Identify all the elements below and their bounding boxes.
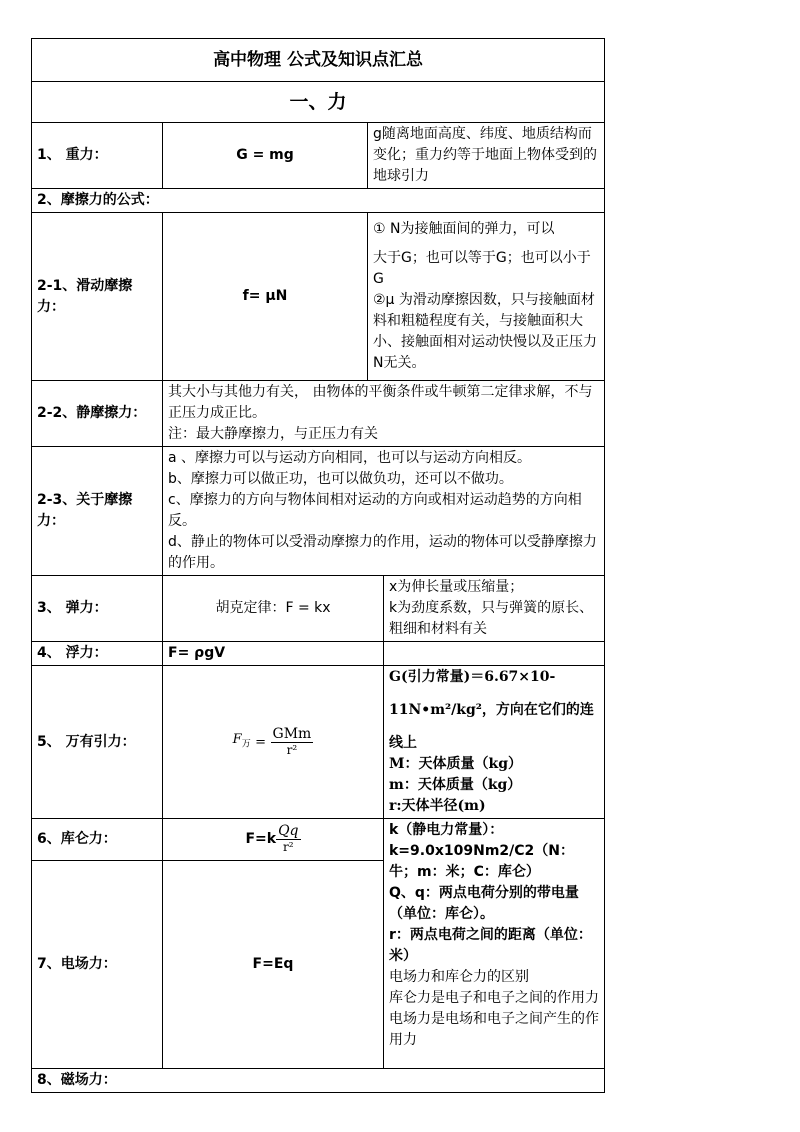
note-line: M：天体质量（kg） xyxy=(389,756,522,772)
note-line: a 、摩擦力可以与运动方向相同，也可以与运动方向相反。 xyxy=(168,450,532,466)
note-line: ① N为接触面间的弹力，可以 xyxy=(373,221,555,237)
table-row xyxy=(32,576,605,642)
note-elastic xyxy=(384,576,605,642)
table-row xyxy=(32,213,605,381)
row-label-static: 2-2、静摩擦力： xyxy=(32,381,163,447)
table-row xyxy=(32,819,605,861)
note-line: 库仑力是电子和电子之间的作用力 xyxy=(389,990,599,1006)
formula-table xyxy=(31,38,605,1093)
note-sliding xyxy=(368,213,605,381)
note-line: 大于G；也可以等于G；也可以小于G xyxy=(373,250,591,287)
formula-coulomb-prefix: F=k xyxy=(245,831,277,847)
section-title: 一、力 xyxy=(32,82,605,123)
note-line: 电场力和库仑力的区别 xyxy=(389,969,529,985)
section-row xyxy=(32,82,605,123)
formula-subscript: 万 xyxy=(241,739,251,750)
note-line: r：两点电荷之间的距离（单位：米） xyxy=(389,927,592,964)
row-label-gravitation: 5、 万有引力： xyxy=(32,666,163,819)
row-label-buoyancy: 4、 浮力： xyxy=(32,642,163,666)
row-label-elastic: 3、 弹力： xyxy=(32,576,163,642)
document-page xyxy=(31,38,604,1093)
note-line: k=9.0x109Nm2/C2（N：牛；m：米；C：库仑） xyxy=(389,843,574,880)
note-static xyxy=(163,381,605,447)
fraction-numerator: GMm xyxy=(272,725,312,742)
row-label-friction: 2、摩擦力的公式： xyxy=(32,189,605,213)
table-row xyxy=(32,381,605,447)
row-label-sliding: 2-1、滑动摩擦力： xyxy=(32,213,163,381)
fraction xyxy=(271,727,314,758)
note-line: 其大小与其他力有关， 由物体的平衡条件或牛顿第二定律求解，不与正压力成正比。 xyxy=(168,384,593,421)
note-buoyancy-empty xyxy=(384,642,605,666)
note-line: 注：最大静摩擦力，与正压力有关 xyxy=(168,426,378,442)
note-line: k为劲度系数，只与弹簧的原长、粗细和材料有关 xyxy=(389,600,594,637)
note-line: G(引力常量)＝6.67×10- xyxy=(389,669,556,685)
note-line: x为伸长量或压缩量； xyxy=(389,579,524,595)
title-row xyxy=(32,39,605,82)
note-line: k（静电力常量）： xyxy=(389,822,504,838)
doc-title: 高中物理 公式及知识点汇总 xyxy=(32,39,605,82)
fraction xyxy=(276,824,300,855)
table-row xyxy=(32,642,605,666)
note-line: c、摩擦力的方向与物体间相对运动的方向或相对运动趋势的方向相反。 xyxy=(168,492,582,529)
note-line: 电场力是电场和电子之间产生的作用力 xyxy=(389,1011,599,1048)
note-line: 11N•m²/kg²，方向在它们的连 xyxy=(389,702,594,718)
formula-gravity: G = mg xyxy=(163,123,368,189)
row-label-magnetic: 8、磁场力： xyxy=(32,1069,605,1093)
fraction-numerator: Qq xyxy=(278,823,299,839)
equals-sign: = xyxy=(255,734,267,750)
formula-electric: F=Eq xyxy=(163,861,384,1069)
table-row xyxy=(32,1069,605,1093)
row-label-gravity: 1、 重力： xyxy=(32,123,163,189)
formula-elastic: 胡克定律：F = kx xyxy=(163,576,384,642)
row-label-electric: 7、电场力： xyxy=(32,861,163,1069)
note-line: 线上 xyxy=(389,735,417,751)
note-gravity: g随离地面高度、纬度、地质结构而变化；重力约等于地面上物体受到的地球引力 xyxy=(368,123,605,189)
formula-symbol: F xyxy=(232,731,242,747)
formula-buoyancy: F= ρgV xyxy=(163,642,384,666)
note-line: r:天体半径(m) xyxy=(389,798,486,814)
note-line: d、静止的物体可以受滑动摩擦力的作用，运动的物体可以受静摩擦力的作用。 xyxy=(168,534,597,571)
row-label-about-friction: 2-3、关于摩擦力： xyxy=(32,447,163,576)
formula-gravitation-lhs xyxy=(232,731,251,750)
table-row xyxy=(32,666,605,819)
table-row xyxy=(32,189,605,213)
formula-gravitation xyxy=(163,666,384,819)
table-row xyxy=(32,123,605,189)
note-line: Q、q：两点电荷分别的带电量（单位：库仑）。 xyxy=(389,885,579,922)
note-about-friction xyxy=(163,447,605,576)
table-row xyxy=(32,447,605,576)
row-label-coulomb: 6、库仑力： xyxy=(32,819,163,861)
note-gravitation xyxy=(384,666,605,819)
note-line: ②μ 为滑动摩擦因数，只与接触面材料和粗糙程度有关，与接触面积大小、接触面相对运动快慢以及正压力N无关。 xyxy=(373,292,597,371)
note-line: b、摩擦力可以做正功，也可以做负功，还可以不做功。 xyxy=(168,471,513,487)
formula-sliding: f= μN xyxy=(163,213,368,381)
note-coulomb-electric xyxy=(384,819,605,1069)
fraction-denominator: r² xyxy=(286,742,298,757)
formula-coulomb xyxy=(163,819,384,861)
fraction-denominator: r² xyxy=(283,840,294,854)
note-line: m：天体质量（kg） xyxy=(389,777,522,793)
